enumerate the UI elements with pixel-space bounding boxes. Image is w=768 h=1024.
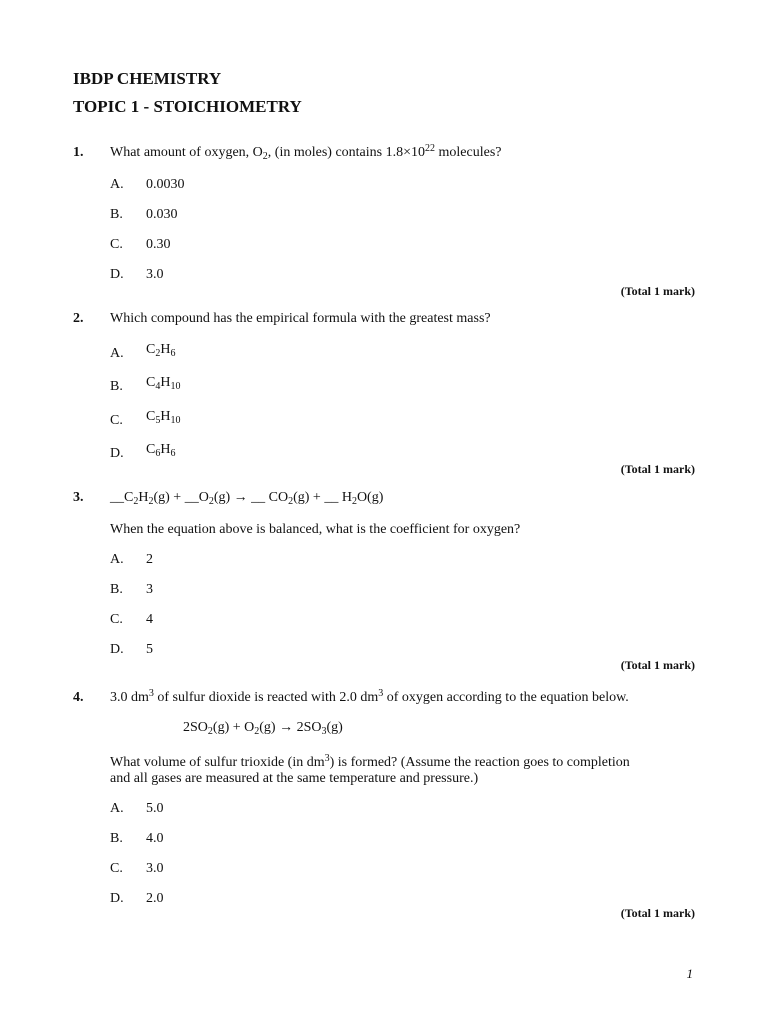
- question-1-text: What amount of oxygen, $O_2$, (in moles) contains $1.8\times 10^{22}$ molecules?: [110, 143, 502, 162]
- q2-option-formula: $C_5H_{10}$: [146, 409, 181, 426]
- q1-total-mark: (Total 1 mark): [620, 284, 695, 298]
- q3-option-value: 3: [146, 582, 153, 597]
- q2-total-mark: (Total 1 mark): [620, 462, 695, 476]
- question-4-number: 4.: [73, 690, 84, 705]
- q4-option-value: 2.0: [146, 891, 164, 906]
- question-2-number: 2.: [73, 311, 84, 326]
- q3-option-label: A.: [110, 552, 124, 567]
- q4-option-label: C.: [110, 861, 123, 876]
- q3-option-label: C.: [110, 612, 123, 627]
- q4-option-value: 4.0: [146, 831, 164, 846]
- q1-option-label: D.: [110, 267, 124, 282]
- q1-option-value: 0.030: [146, 207, 178, 222]
- q2-option-label: C.: [110, 413, 123, 428]
- q2-option-formula: $C_6H_6$: [146, 442, 176, 459]
- q4-option-label: A.: [110, 801, 124, 816]
- q2-option-label: A.: [110, 346, 124, 361]
- page-number: 1: [686, 966, 693, 981]
- question-3-equation: $\_\_C_2H_2(g)$ + $\_\_O_2(g)$ → __ $CO_2(g)$ + __ $H_2O(g)$: [110, 490, 384, 507]
- q4-option-label: D.: [110, 891, 124, 906]
- q3-total-mark: (Total 1 mark): [620, 658, 695, 672]
- q2-option-label: D.: [110, 446, 124, 461]
- question-4-text-line2: and all gases are measured at the same temperature and pressure.): [110, 771, 479, 786]
- question-3-text: When the equation above is balanced, what is the coefficient for oxygen?: [110, 522, 521, 537]
- q1-option-label: C.: [110, 237, 123, 252]
- q3-option-value: 2: [146, 552, 153, 567]
- q4-option-value: 5.0: [146, 801, 164, 816]
- q4-option-label: B.: [110, 831, 123, 846]
- q2-option-formula: $C_2H_6$: [146, 342, 176, 359]
- q2-option-label: B.: [110, 379, 123, 394]
- header-topic: TOPIC 1 - STOICHIOMETRY: [73, 97, 302, 116]
- header-subject: IBDP CHEMISTRY: [73, 69, 222, 88]
- q3-option-value: 5: [146, 642, 153, 657]
- q4-total-mark: (Total 1 mark): [620, 906, 695, 920]
- question-3-number: 3.: [73, 490, 84, 505]
- q3-option-value: 4: [146, 612, 153, 627]
- q1-option-value: 3.0: [146, 267, 164, 282]
- q1-option-value: 0.0030: [146, 177, 185, 192]
- q2-option-formula: $C_4H_{10}$: [146, 375, 181, 392]
- question-4-equation: $2SO_2(g) + O_2(g) \to 2SO_3(g)$: [183, 720, 343, 737]
- q1-option-value: 0.30: [146, 237, 171, 252]
- q1-option-label: A.: [110, 177, 124, 192]
- q3-option-label: B.: [110, 582, 123, 597]
- q1-option-label: B.: [110, 207, 123, 222]
- question-4-text: What volume of sulfur trioxide (in $dm^3$) is formed? (Assume the reaction goes to completion: [110, 753, 630, 770]
- question-1-number: 1.: [73, 145, 84, 160]
- q4-option-value: 3.0: [146, 861, 164, 876]
- question-4-intro: 3.0 $dm^3$ of sulfur dioxide is reacted with 2.0 $dm^3$ of oxygen according to the equation below.: [110, 688, 629, 705]
- question-2-text: Which compound has the empirical formula with the greatest mass?: [110, 311, 491, 326]
- q3-option-label: D.: [110, 642, 124, 657]
